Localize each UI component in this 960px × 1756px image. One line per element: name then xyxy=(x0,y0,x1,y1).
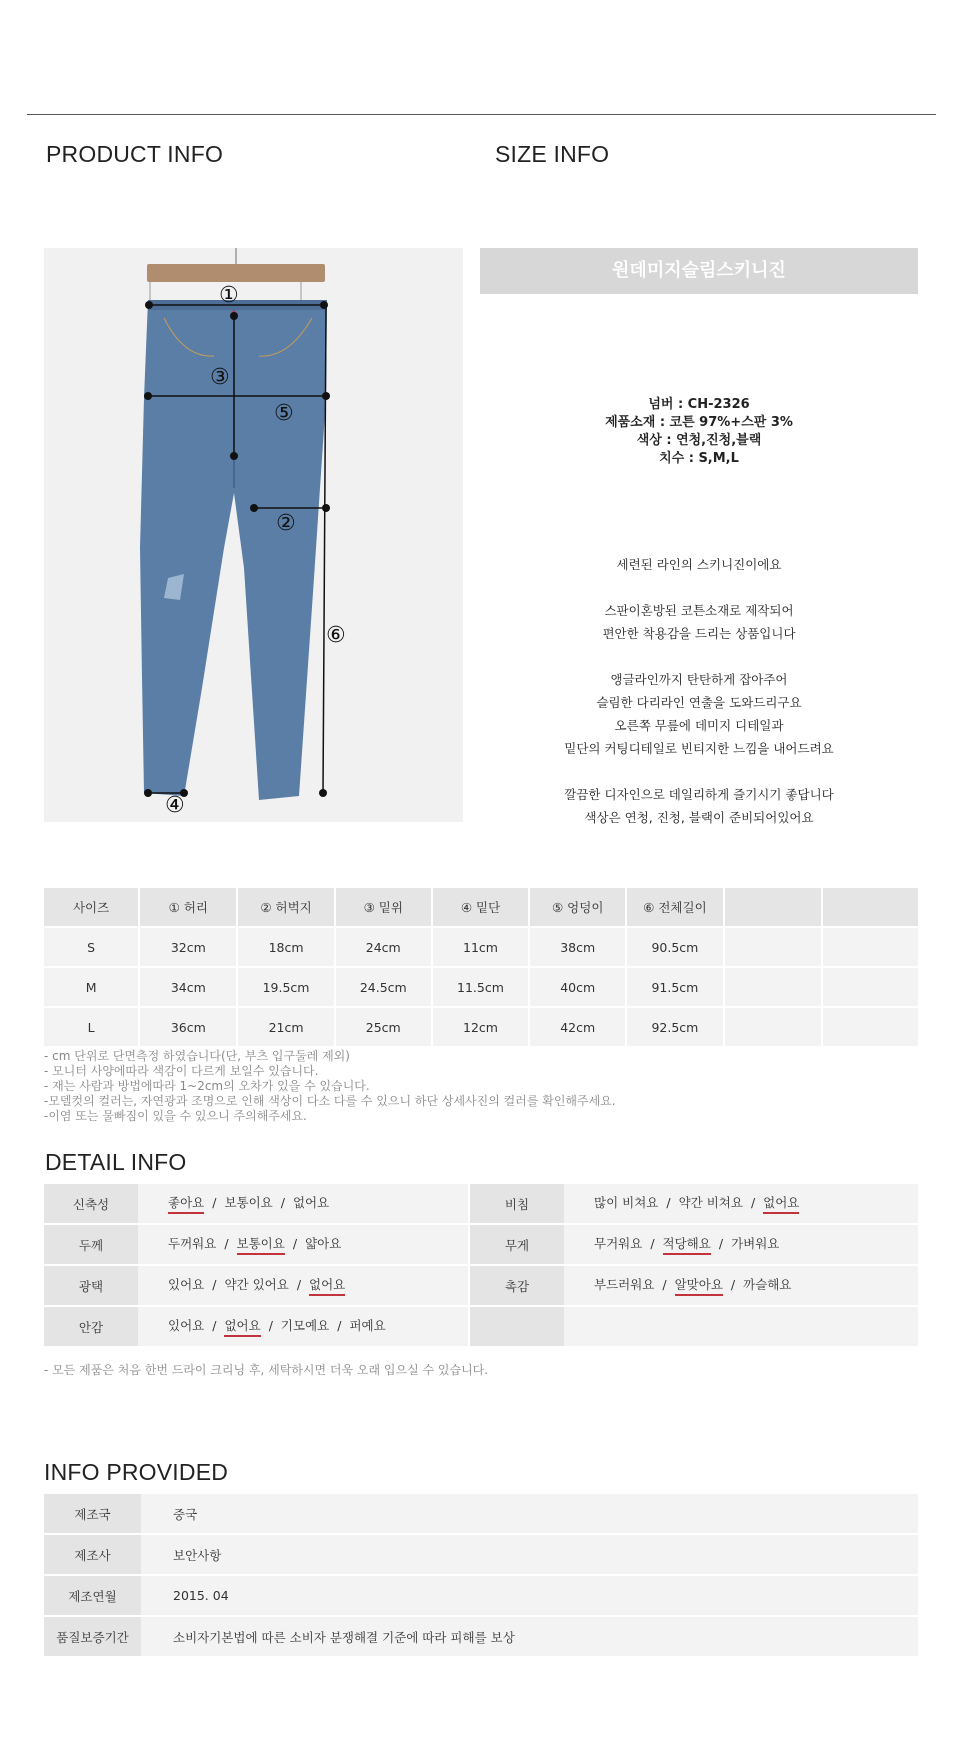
detail-option: 많이 비쳐요 xyxy=(594,1195,659,1210)
info-value: 보안사항 xyxy=(141,1535,918,1576)
size-cell: 12cm xyxy=(433,1008,530,1048)
desc-line: 세련된 라인의 스키니진이에요 xyxy=(616,557,782,572)
detail-option: 알맞아요 xyxy=(675,1275,723,1296)
detail-label: 무게 xyxy=(470,1225,564,1266)
detail-options: 있어요 / 약간 있어요 / 없어요 xyxy=(138,1266,468,1307)
detail-label: 광택 xyxy=(44,1266,138,1307)
detail-options xyxy=(564,1307,918,1348)
table-row xyxy=(44,1535,918,1576)
size-note: - cm 단위로 단면측정 하였습니다(단, 부츠 입구둘레 제외) xyxy=(44,1049,350,1063)
size-header-cell xyxy=(823,888,918,928)
detail-option: 적당해요 xyxy=(663,1234,711,1255)
detail-options: 많이 비쳐요 / 약간 비쳐요 / 없어요 xyxy=(564,1184,918,1225)
detail-label: 촉감 xyxy=(470,1266,564,1307)
spec-number: 넘버 : CH-2326 xyxy=(648,397,750,412)
table-row xyxy=(44,1576,918,1617)
size-header-cell: ① 허리 xyxy=(140,888,238,928)
size-info-heading: SIZE INFO xyxy=(495,141,610,167)
size-cell: 32cm xyxy=(140,928,238,968)
detail-options: 좋아요 / 보통이요 / 없어요 xyxy=(138,1184,468,1225)
detail-option: 기모예요 xyxy=(280,1318,330,1333)
size-cell xyxy=(823,968,918,1008)
spec-material: 제품소재 : 코튼 97%+스판 3% xyxy=(605,415,793,430)
size-table-header xyxy=(44,888,918,928)
detail-option: 무거워요 xyxy=(594,1236,643,1251)
detail-option: 부드러워요 xyxy=(594,1277,655,1292)
info-provided-table xyxy=(44,1494,918,1658)
detail-label: 비침 xyxy=(470,1184,564,1225)
marker-hip: ⑤ xyxy=(274,401,294,426)
size-cell xyxy=(823,1008,918,1048)
product-specs xyxy=(480,396,918,468)
info-label: 제조사 xyxy=(44,1535,141,1576)
marker-thigh: ② xyxy=(276,511,296,536)
desc-line: 슬림한 다리라인 연출을 도와드리구요 xyxy=(596,695,802,710)
size-cell xyxy=(725,1008,823,1048)
marker-hem: ④ xyxy=(165,793,185,818)
size-note: -이염 또는 물빠짐이 있을 수 있으니 주의해주세요. xyxy=(44,1109,307,1123)
size-note: -모델컷의 컬러는, 자연광과 조명으로 인해 색상이 다소 다를 수 있으니 하단 상세사진의 컬러를 확인해주세요. xyxy=(44,1094,616,1108)
size-cell: 42cm xyxy=(530,1008,627,1048)
size-cell: 38cm xyxy=(530,928,627,968)
detail-option: 좋아요 xyxy=(168,1193,204,1214)
product-info-heading: PRODUCT INFO xyxy=(46,141,224,167)
spec-size: 치수 : S,M,L xyxy=(659,451,739,466)
marker-rise: ③ xyxy=(210,365,230,390)
detail-option: 약간 비쳐요 xyxy=(678,1195,743,1210)
detail-label: 두께 xyxy=(44,1225,138,1266)
size-cell xyxy=(725,928,823,968)
detail-table xyxy=(44,1184,918,1348)
detail-option: 없어요 xyxy=(763,1193,799,1214)
size-cell: 21cm xyxy=(238,1008,335,1048)
size-header-cell: ③ 밑위 xyxy=(336,888,433,928)
size-header-cell: ④ 밑단 xyxy=(433,888,530,928)
desc-line: 색상은 연청, 진청, 블랙이 준비되어있어요 xyxy=(584,810,814,825)
size-cell: 11cm xyxy=(433,928,530,968)
info-value: 중국 xyxy=(141,1494,918,1535)
desc-line: 오른쪽 무릎에 데미지 디테일과 xyxy=(614,718,784,733)
info-label: 품질보증기간 xyxy=(44,1617,141,1658)
info-value: 소비자기본법에 따른 소비자 분쟁해결 기준에 따라 피해를 보상 xyxy=(141,1617,918,1658)
table-row xyxy=(44,1617,918,1658)
detail-option: 없어요 xyxy=(224,1316,260,1337)
desc-line: 밑단의 커팅디테일로 빈티지한 느낌을 내어드려요 xyxy=(564,741,834,756)
size-cell: 19.5cm xyxy=(238,968,335,1008)
detail-label: 안감 xyxy=(44,1307,138,1348)
size-cell: L xyxy=(44,1008,140,1048)
table-row xyxy=(44,968,918,1008)
size-header-cell: 사이즈 xyxy=(44,888,140,928)
detail-options: 두꺼워요 / 보통이요 / 얇아요 xyxy=(138,1225,468,1266)
desc-line xyxy=(480,760,918,783)
size-cell: 24cm xyxy=(336,928,433,968)
info-label: 제조연월 xyxy=(44,1576,141,1617)
size-cell: 18cm xyxy=(238,928,335,968)
size-cell xyxy=(725,968,823,1008)
size-cell xyxy=(823,928,918,968)
detail-option: 두꺼워요 xyxy=(168,1236,217,1251)
detail-option: 없어요 xyxy=(292,1195,330,1210)
desc-line: 스판이혼방된 코튼소재로 제작되어 xyxy=(604,603,794,618)
jeans-measurement-image xyxy=(44,248,463,822)
product-photo xyxy=(44,248,463,822)
table-row xyxy=(44,1494,918,1535)
size-note: - 재는 사람과 방법에따라 1~2cm의 오차가 있을 수 있습니다. xyxy=(44,1079,370,1093)
detail-option: 가벼워요 xyxy=(731,1236,780,1251)
desc-line xyxy=(480,645,918,668)
product-name-bar: 원데미지슬림스키니진 xyxy=(480,248,918,294)
size-header-cell: ⑥ 전체길이 xyxy=(627,888,724,928)
size-cell: 91.5cm xyxy=(627,968,724,1008)
detail-option: 까슬해요 xyxy=(743,1277,792,1292)
table-row xyxy=(44,1008,918,1048)
detail-options: 무거워요 / 적당해요 / 가벼워요 xyxy=(564,1225,918,1266)
detail-label: 신축성 xyxy=(44,1184,138,1225)
marker-waist: ① xyxy=(219,283,239,308)
size-cell: S xyxy=(44,928,140,968)
size-cell: M xyxy=(44,968,140,1008)
table-row xyxy=(44,1225,918,1266)
table-row xyxy=(44,1184,918,1225)
detail-option: 보통이요 xyxy=(237,1234,285,1255)
size-notes xyxy=(44,1049,616,1124)
desc-line: 깔끔한 디자인으로 데일리하게 즐기시기 좋답니다 xyxy=(564,787,834,802)
size-header-cell: ② 허벅지 xyxy=(238,888,335,928)
detail-option: 얇아요 xyxy=(305,1236,342,1251)
care-note: - 모든 제품은 처음 한번 드라이 크리닝 후, 세탁하시면 더욱 오래 입으실 수 있습니다. xyxy=(44,1363,489,1377)
size-cell: 11.5cm xyxy=(433,968,530,1008)
desc-line: 편안한 착용감을 드리는 상품입니다 xyxy=(602,626,796,641)
size-header-cell: ⑤ 엉덩이 xyxy=(530,888,627,928)
table-row xyxy=(44,928,918,968)
marker-length: ⑥ xyxy=(326,623,346,648)
detail-info-heading: DETAIL INFO xyxy=(45,1149,187,1175)
size-cell: 25cm xyxy=(336,1008,433,1048)
size-cell: 36cm xyxy=(140,1008,238,1048)
detail-option: 있어요 xyxy=(168,1318,205,1333)
detail-option: 있어요 xyxy=(168,1277,205,1292)
detail-option: 없어요 xyxy=(309,1275,345,1296)
detail-option: 약간 있어요 xyxy=(224,1277,289,1292)
size-cell: 92.5cm xyxy=(627,1008,724,1048)
size-header-cell xyxy=(725,888,823,928)
detail-options: 부드러워요 / 알맞아요 / 까슬해요 xyxy=(564,1266,918,1307)
info-value: 2015. 04 xyxy=(141,1576,918,1617)
table-row xyxy=(44,1307,918,1348)
detail-option: 보통이요 xyxy=(224,1195,273,1210)
detail-option: 퍼예요 xyxy=(349,1318,386,1333)
desc-line: 앵글라인까지 탄탄하게 잡아주어 xyxy=(610,672,788,687)
desc-line xyxy=(480,576,918,599)
size-cell: 40cm xyxy=(530,968,627,1008)
table-row xyxy=(44,1266,918,1307)
detail-options: 있어요 / 없어요 / 기모예요 / 퍼예요 xyxy=(138,1307,468,1348)
size-cell: 34cm xyxy=(140,968,238,1008)
info-label: 제조국 xyxy=(44,1494,141,1535)
spec-color: 색상 : 연청,진청,블랙 xyxy=(636,433,762,448)
size-cell: 24.5cm xyxy=(336,968,433,1008)
size-table xyxy=(44,888,918,1048)
product-description xyxy=(480,553,918,829)
info-provided-heading: INFO PROVIDED xyxy=(44,1459,229,1485)
size-cell: 90.5cm xyxy=(627,928,724,968)
detail-label xyxy=(470,1307,564,1348)
size-note: - 모니터 사양에따라 색감이 다르게 보일수 있습니다. xyxy=(44,1064,319,1078)
top-divider xyxy=(27,114,936,115)
